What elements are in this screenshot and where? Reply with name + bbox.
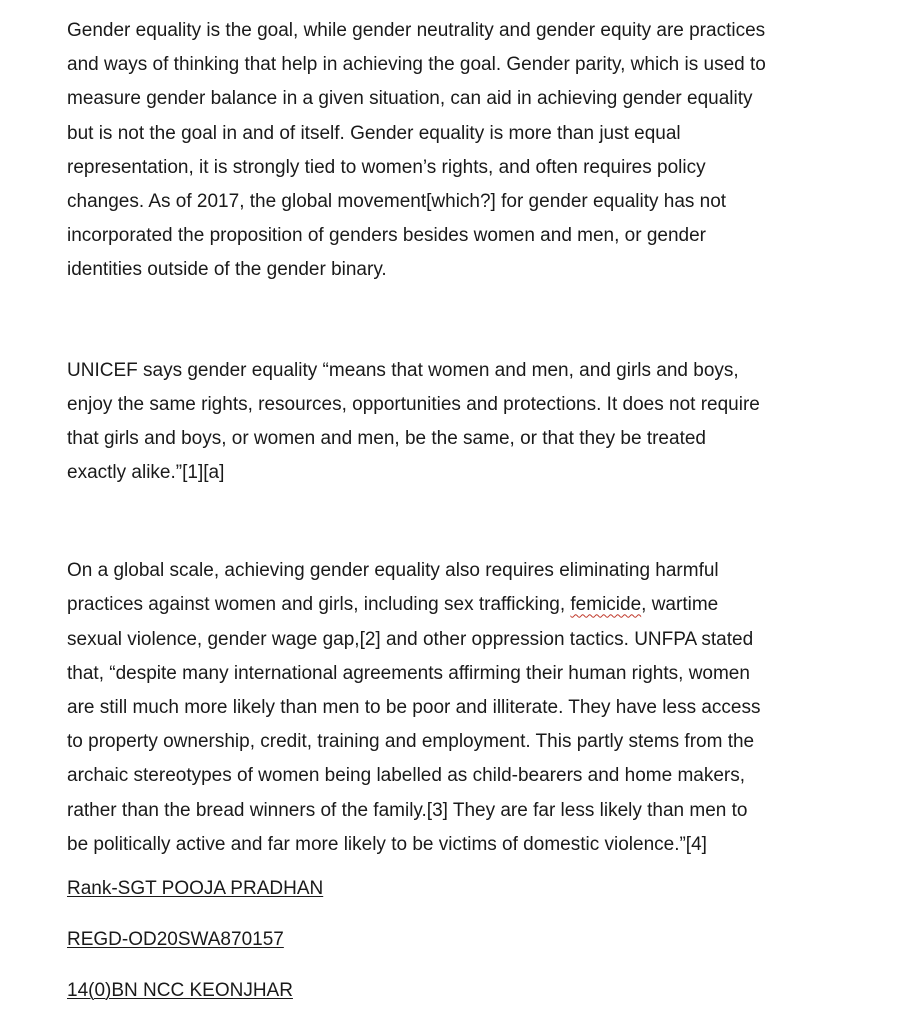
text-line: representation, it is strongly tied to women’s rights, and often requires policy — [67, 156, 706, 178]
text-line: Gender equality is the goal, while gender neutrality and gender equity are practices — [67, 20, 766, 41]
text-line: UNICEF says gender equality “means that women and men, and girls and boys, — [67, 359, 739, 381]
text-line: identities outside of the gender binary. — [67, 259, 387, 281]
text-line: incorporated the proposition of genders besides women and men, or gender — [67, 225, 707, 247]
text-line: but is not the goal in and of itself. Gender equality is more than just equal — [67, 122, 681, 144]
text-line: be politically active and far more likely to be victims of domestic violence.”[4] — [67, 833, 707, 855]
paragraph-global-scale — [67, 554, 867, 862]
text-line: that girls and boys, or women and men, be the same, or that they be treated — [67, 427, 706, 449]
text-line: On a global scale, achieving gender equality also requires eliminating harmful — [67, 560, 719, 582]
text-line: are still much more likely than men to be poor and illiterate. They have less access — [67, 697, 761, 718]
document-page — [67, 14, 867, 1003]
signature-block — [67, 877, 867, 1003]
text-line: sexual violence, gender wage gap,[2] and other oppression tactics. UNFPA stated — [67, 628, 754, 650]
text-line: rather than the bread winners of the family.[3] They are far less likely than men to — [67, 799, 748, 821]
text-line: to property ownership, credit, training and employment. This partly stems from the — [67, 731, 755, 753]
spellcheck-flagged-word[interactable]: femicide — [570, 594, 642, 616]
text-line: measure gender balance in a given situation, can aid in achieving gender equality — [67, 88, 753, 110]
signature-regd: REGD-OD20SWA870157 — [67, 928, 284, 950]
signature-rank: Rank-SGT POOJA PRADHAN — [67, 877, 324, 899]
text-line: that, “despite many international agreements affirming their human rights, women — [67, 662, 750, 684]
paragraph-gender-equality-goal — [67, 14, 867, 288]
text-line: and ways of thinking that help in achieving the goal. Gender parity, which is used to — [67, 54, 766, 76]
paragraph-unicef-definition — [67, 354, 867, 491]
signature-unit: 14(0)BN NCC KEONJHAR — [67, 979, 293, 1001]
text-line — [67, 588, 867, 622]
text-line: changes. As of 2017, the global movement[which?] for gender equality has not — [67, 190, 727, 212]
text-line: exactly alike.”[1][a] — [67, 462, 225, 484]
text-line: enjoy the same rights, resources, opportunities and protections. It does not require — [67, 393, 760, 415]
text-line: archaic stereotypes of women being labelled as child-bearers and home makers, — [67, 765, 746, 787]
text-segment: , wartime — [641, 594, 719, 616]
text-segment: practices against women and girls, including sex trafficking, — [67, 594, 571, 616]
